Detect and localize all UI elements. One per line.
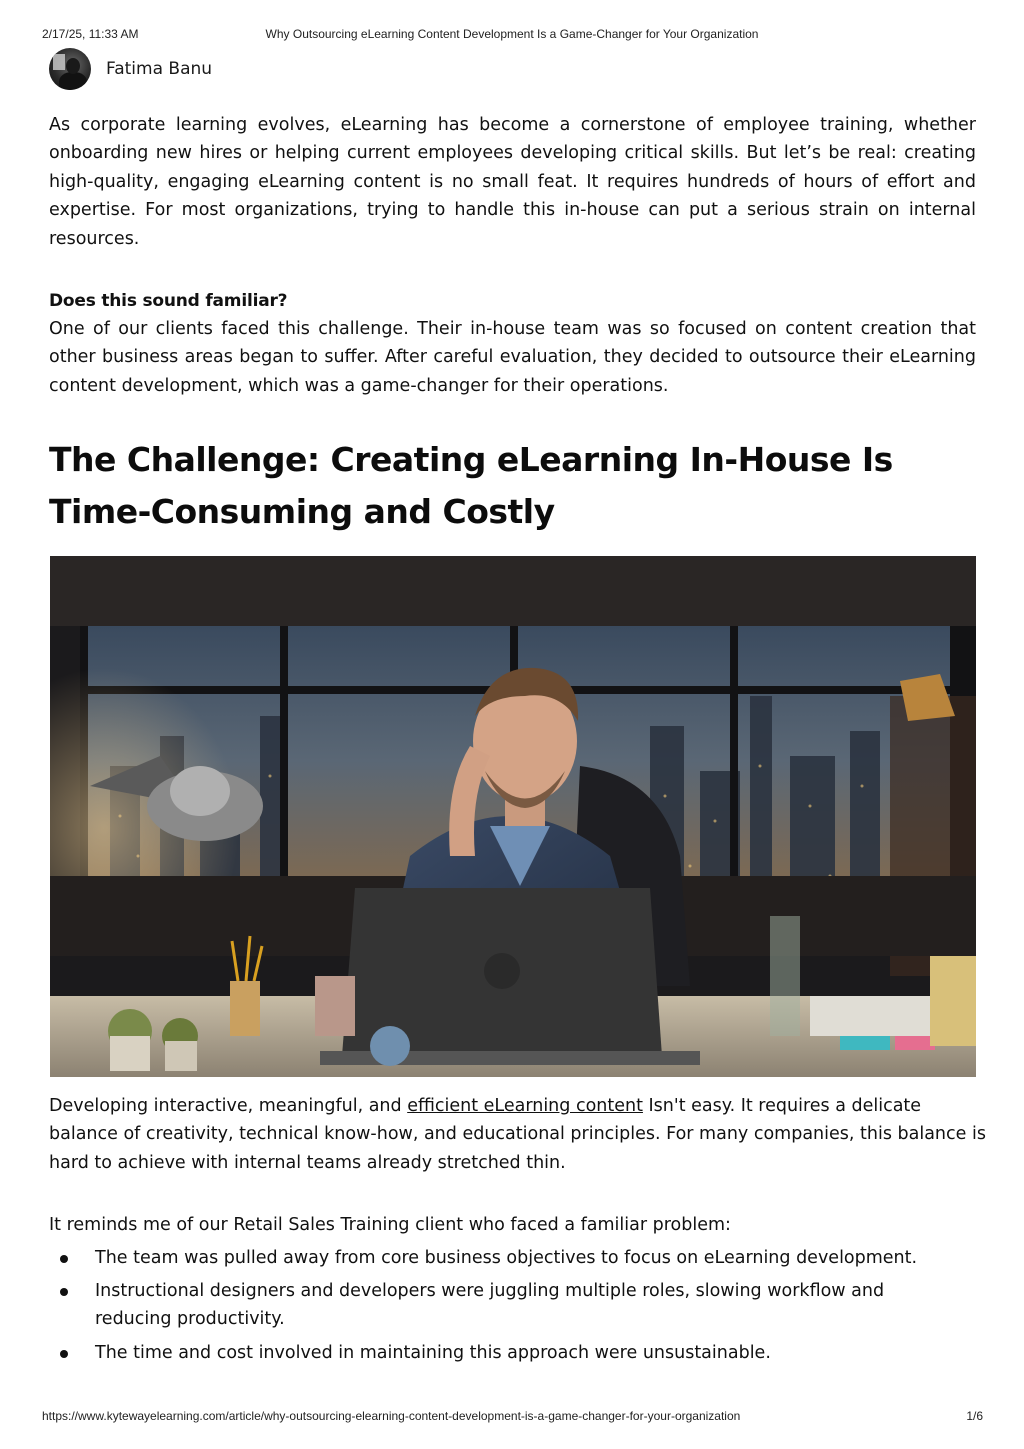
print-page-title: Why Outsourcing eLearning Content Development Is a Game-Changer for Your Organization [265, 27, 759, 41]
bullet-item: The time and cost involved in maintaining this approach were unsustainable. [49, 1339, 949, 1367]
hero-image-stressed-man-at-laptop [50, 556, 976, 1077]
reminds-paragraph: It reminds me of our Retail Sales Training client who faced a familiar problem: [49, 1215, 731, 1236]
bullet-item: Instructional designers and developers were juggling multiple roles, slowing workflow and reducing productivity. [49, 1277, 949, 1334]
client-paragraph: One of our clients faced this challenge. Their in-house team was so focused on content creation that other business areas began to suffer. After careful evaluation, they decided to outsource their eLearning content development, which was a game-changer for their operations. [49, 319, 976, 396]
article-body-continued [49, 1092, 989, 1372]
article-body [49, 111, 976, 538]
author-avatar[interactable] [49, 48, 91, 90]
print-footer [0, 1409, 1024, 1425]
author-byline [49, 48, 212, 90]
author-name[interactable]: Fatima Banu [106, 59, 213, 79]
section-heading: The Challenge: Creating eLearning In-House Is Time-Consuming and Costly [49, 440, 893, 532]
print-datetime: 2/17/25, 11:33 AM [42, 27, 139, 41]
bullet-item: The team was pulled away from core business objectives to focus on eLearning development. [49, 1244, 949, 1272]
problem-bullet-list [49, 1244, 949, 1368]
subheading-question: Does this sound familiar? [49, 291, 288, 312]
print-header [0, 27, 1024, 43]
intro-paragraph: As corporate learning evolves, eLearning has become a cornerstone of employee training, whether onboarding new hires or helping current employees developing critical skills. But let’s be real: creating high-quality, engaging eLearning content is no small feat. It requires hundreds of hours of effort and expertise. For most organizations, trying to handle this in-house can put a serious strain on internal resources. [49, 115, 976, 249]
developing-text-start: Developing interactive, meaningful, and [49, 1096, 408, 1116]
developing-text-end: Isn't easy. It requires a delicate balance of creativity, technical know-how, and educational principles. For many companies, this balance is hard to achieve with internal teams already stretched thin. [49, 1096, 986, 1173]
efficient-elearning-content-link[interactable]: efficient eLearning content [407, 1096, 643, 1116]
page-indicator: 1/6 [966, 1409, 983, 1423]
developing-paragraph [49, 1092, 989, 1177]
print-url: https://www.kytewayelearning.com/article/why-outsourcing-elearning-content-development-is-a-game-changer-for-your-organization [42, 1409, 741, 1423]
